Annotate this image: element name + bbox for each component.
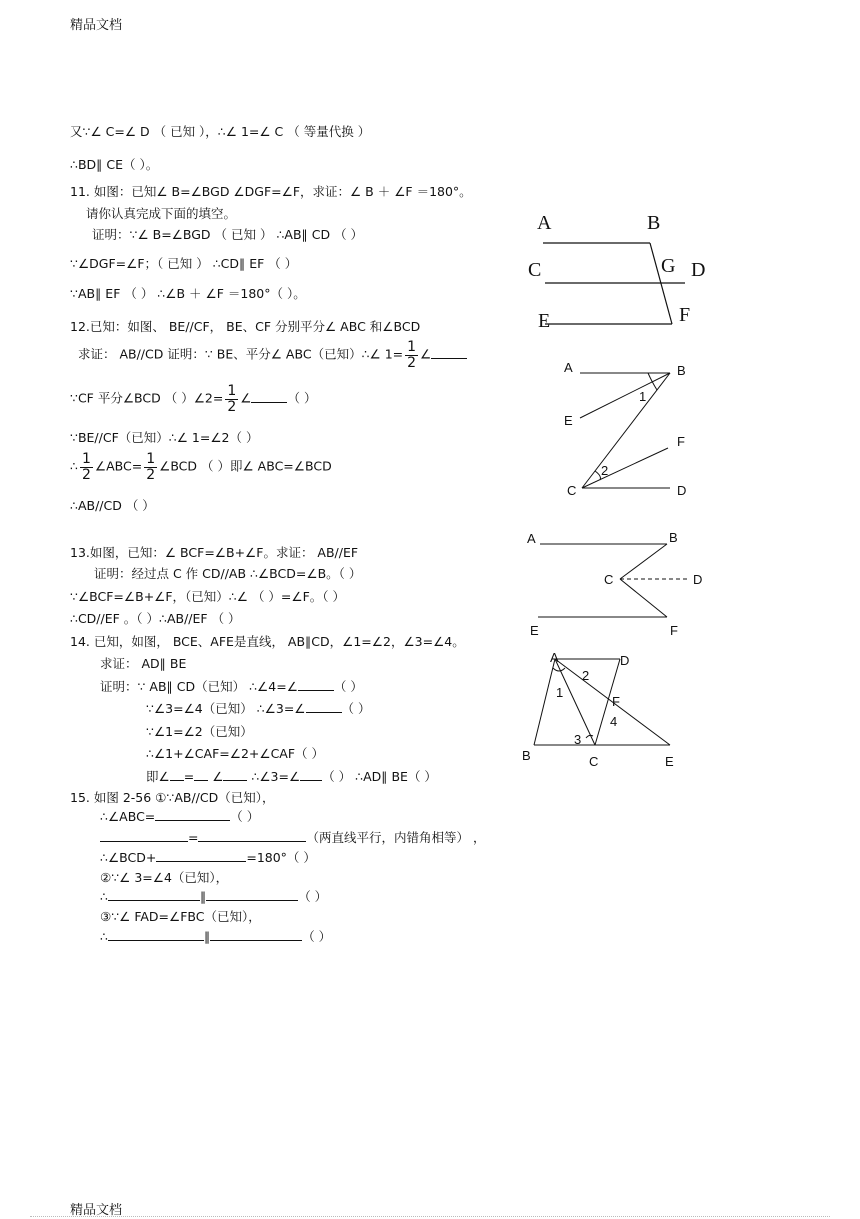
label-angle-1: 1 [556, 685, 564, 700]
label-angle-2: 2 [601, 463, 609, 478]
label-E: E [530, 623, 539, 638]
label-B: B [522, 748, 531, 763]
answer-blank[interactable] [306, 700, 342, 713]
answer-blank[interactable] [206, 888, 298, 901]
problem-11-instruction: 请你认真完成下面的填空。 [86, 206, 237, 221]
figure-12 [560, 358, 700, 503]
fraction-half: $\frac{1}{2}$ [407, 339, 417, 371]
label-B: B [669, 530, 678, 545]
label-C: C [528, 259, 542, 281]
label-F: F [612, 694, 620, 709]
answer-blank[interactable] [198, 829, 306, 842]
line-ab [534, 659, 555, 745]
label-A: A [564, 360, 573, 375]
problem-13-step: ∵∠BCF=∠B+∠F，（已知）∴∠ （ ）=∠F。（ ） [70, 589, 346, 604]
answer-blank[interactable] [298, 678, 334, 691]
figure-11 [520, 205, 720, 330]
problem-14-step: ∵∠1=∠2（已知） [146, 724, 253, 739]
problem-15-step: ∴ ∥ （ ） [100, 889, 328, 904]
problem-11-step: ∵∠DGF=∠F；（ 已知 ） ∴CD∥ EF （ ） [70, 256, 298, 271]
footer-divider [30, 1216, 830, 1217]
label-C: C [589, 754, 599, 769]
problem-13-step: ∴CD//EF 。（ ）∴AB//EF （ ） [70, 611, 241, 626]
answer-blank[interactable] [156, 849, 246, 862]
problem-14-step: ∵∠3=∠4（已知） ∴∠3=∠ （ ） [146, 701, 371, 716]
fraction-half: $\frac{1}{2}$ [227, 383, 237, 415]
problem-11-question: 11. 如图：已知∠ B=∠BGD ∠DGF=∠F，求证：∠ B ＋ ∠F ＝180°。 [70, 184, 472, 199]
label-F: F [677, 434, 685, 449]
label-D: D [693, 572, 703, 587]
problem-14-step: 即∠ = ∠ ∴∠3=∠ （ ） ∴AD∥ BE（ ） [146, 769, 437, 784]
line-bc [620, 544, 667, 579]
label-C: C [604, 572, 614, 587]
label-E: E [538, 310, 551, 330]
answer-blank[interactable] [210, 928, 302, 941]
answer-blank[interactable] [155, 808, 230, 821]
text-line: ∴BD∥ CE（ ）。 [70, 157, 159, 172]
problem-12-step: ∵CF 平分∠BCD （ ）∠2= $\frac{1}{2}$ ∠ （ ） [70, 383, 317, 415]
label-B: B [677, 363, 686, 378]
label-C: C [567, 483, 577, 498]
problem-15-question: 15. 如图 2-56 ①∵AB//CD（已知）， [70, 790, 275, 805]
label-B: B [647, 212, 661, 234]
angle-arc-2 [595, 471, 600, 480]
problem-11-step: ∵AB∥ EF （ ） ∴∠B ＋ ∠F ＝180°（ ）。 [70, 286, 306, 301]
problem-14-step: 证明：∵ AB∥ CD（已知） ∴∠4=∠ （ ） [100, 679, 363, 694]
problem-15-step: ③∵∠ FAD=∠FBC（已知）， [100, 909, 261, 924]
label-A: A [527, 531, 536, 546]
text-line: 又∵∠ C=∠ D （ 已知 ），∴∠ 1=∠ C （ 等量代换 ） [70, 124, 371, 139]
label-G: G [661, 255, 676, 277]
answer-blank[interactable] [108, 928, 204, 941]
answer-blank[interactable] [431, 346, 467, 359]
line-cf [620, 579, 667, 617]
problem-13-question: 13.如图，已知：∠ BCF=∠B+∠F。求证： AB//EF [70, 545, 359, 560]
line-be [580, 373, 670, 418]
label-D: D [691, 259, 706, 281]
label-A: A [537, 212, 552, 234]
problem-15-step: ②∵∠ 3=∠4（已知）， [100, 870, 229, 885]
problem-15-step: ∴∠ABC= （ ） [100, 809, 260, 824]
label-E: E [665, 754, 674, 769]
step-text: 求证： AB//CD 证明：∵ BE、平分∠ ABC（已知）∴∠ 1= [78, 346, 404, 362]
problem-13-step: 证明：经过点 C 作 CD//AB ∴∠BCD=∠B。（ ） [94, 566, 362, 581]
label-angle-2: 2 [582, 668, 590, 683]
problem-12-step: ∴ $\frac{1}{2}$ ∠ABC= $\frac{1}{2}$ ∠BCD （ ）即∠ ABC=∠BCD [70, 451, 332, 483]
label-D: D [620, 653, 630, 668]
problem-15-step: ∴∠BCD+ =180°（ ） [100, 850, 316, 865]
answer-blank[interactable] [170, 768, 184, 781]
answer-blank[interactable] [251, 390, 287, 403]
problem-14-step: ∴∠1+∠CAF=∠2+∠CAF（ ） [146, 746, 325, 761]
fraction-half: $\frac{1}{2}$ [81, 451, 91, 483]
label-angle-1: 1 [639, 389, 647, 404]
label-angle-4: 4 [610, 714, 618, 729]
label-F: F [670, 623, 678, 638]
label-F: F [679, 304, 691, 326]
label-E: E [564, 413, 573, 428]
angle-arc-1 [648, 373, 657, 390]
problem-12-step: ∵BE//CF（已知）∴∠ 1=∠2（ ） [70, 430, 259, 445]
answer-blank[interactable] [108, 888, 200, 901]
problem-15-step: ∴ ∥ （ ） [100, 929, 332, 944]
problem-12-question: 12.已知：如图、 BE//CF， BE、CF 分别平分∠ ABC 和∠BCD [70, 319, 421, 334]
problem-15-step: = （两直线平行，内错角相等） ， [100, 828, 485, 846]
problem-12-step: ∴AB//CD （ ） [70, 498, 155, 513]
problem-11-step: 证明：∵∠ B=∠BGD （ 已知 ） ∴AB∥ CD （ ） [92, 227, 364, 242]
problem-12-step: 求证： AB//CD 证明：∵ BE、平分∠ ABC（已知）∴∠ 1= $\frac{1}{2}$ ∠ [78, 340, 467, 370]
answer-blank[interactable] [300, 768, 322, 781]
figure-14 [515, 648, 685, 770]
answer-blank[interactable] [194, 768, 208, 781]
figure-13 [520, 528, 710, 640]
fraction-half: $\frac{1}{2}$ [146, 451, 156, 483]
answer-blank[interactable] [223, 768, 247, 781]
page-footer: 精品文档 [70, 1203, 123, 1218]
label-A: A [550, 650, 559, 665]
label-D: D [677, 483, 687, 498]
answer-blank[interactable] [100, 829, 188, 842]
label-angle-3: 3 [574, 732, 582, 747]
line-cf [582, 448, 668, 488]
page-header: 精品文档 [70, 18, 123, 33]
problem-14-prove: 求证： AD∥ BE [100, 656, 187, 671]
problem-14-question: 14. 已知，如图， BCE、AFE是直线， AB∥CD，∠1=∠2，∠3=∠4。 [70, 634, 465, 649]
